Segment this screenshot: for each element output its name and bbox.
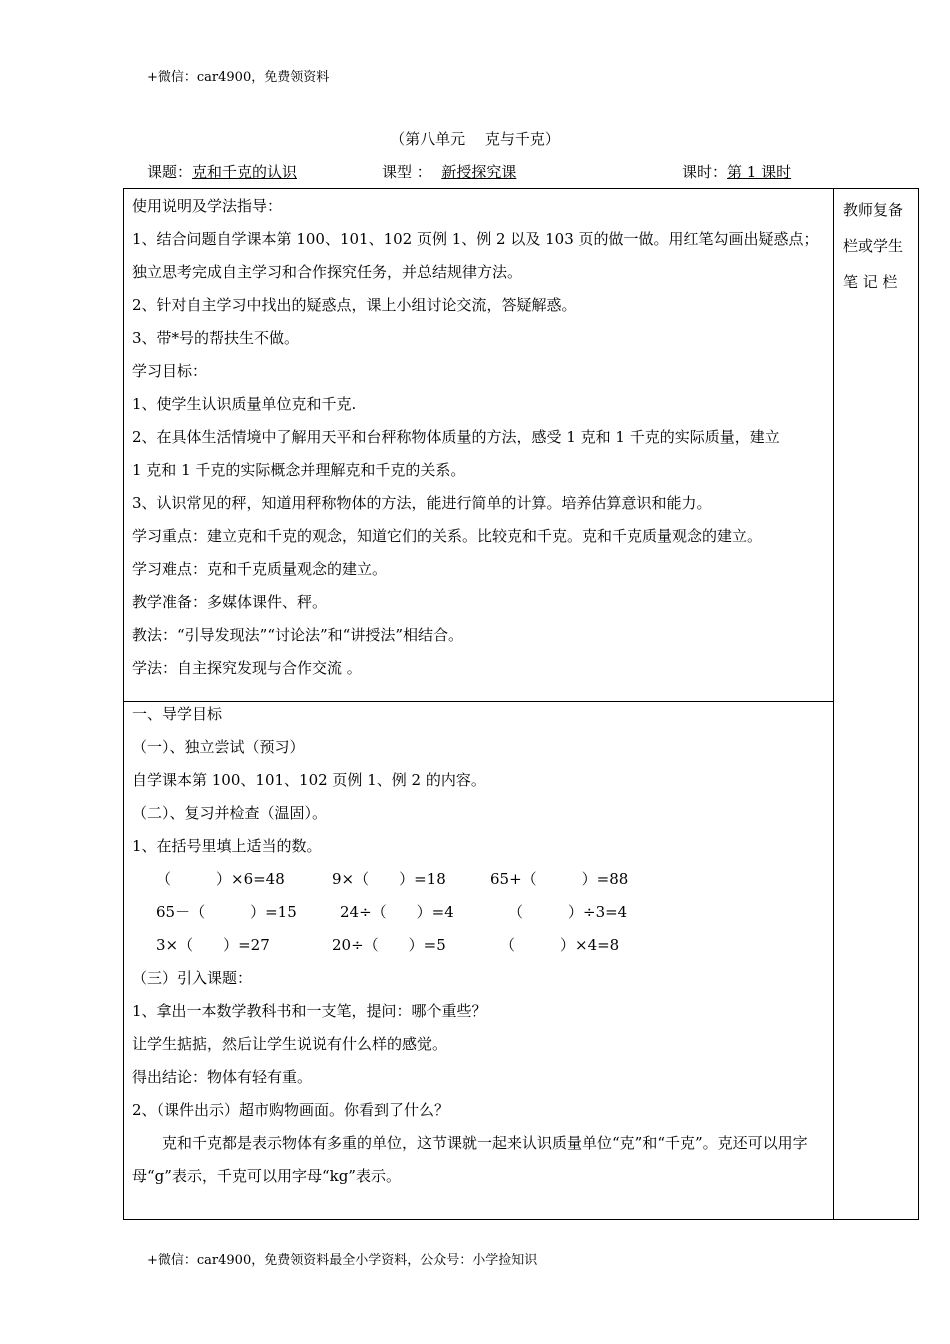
guided-learning-section <box>132 698 832 1193</box>
equation: 9×（ ）=18 <box>332 870 446 888</box>
equation: 3×（ ）=27 <box>156 936 270 954</box>
text-line: 2、（课件出示）超市购物画面。你看到了什么？ <box>132 1101 450 1119</box>
text-line: 1、使学生认识质量单位克和千克. <box>132 395 357 413</box>
text-line: 教法：“引导发现法”“讨论法”和“讲授法”相结合。 <box>132 626 464 644</box>
equation: （ ）×4=8 <box>500 936 620 954</box>
text-line: 独立思考完成自主学习和合作探究任务，并总结规律方法。 <box>132 263 523 281</box>
text-line: 教学准备：多媒体课件、秤。 <box>132 593 328 611</box>
table-column-divider <box>833 188 834 1220</box>
text-line: 1、在括号里填上适当的数。 <box>132 837 322 855</box>
equation: 65+（ ）=88 <box>490 870 629 888</box>
type-label: 课型 ： <box>382 163 432 181</box>
equation: 65－（ ）=15 <box>156 903 297 921</box>
equation: （ ）×6=48 <box>156 870 285 888</box>
meta-period <box>682 161 791 182</box>
text-line: （一）、独立尝试（预习） <box>132 738 305 756</box>
text-line: 2、在具体生活情境中了解用天平和台秤称物体质量的方法，感受 1 克和 1 千克的实际质量，建立 <box>132 428 780 446</box>
equation-row <box>132 896 832 929</box>
text-line: 2、针对自主学习中找出的疑惑点，课上小组讨论交流，答疑解惑。 <box>132 296 577 314</box>
type-value: 新授探究课 <box>441 163 517 181</box>
period-label: 课时： <box>682 163 728 181</box>
header-note: +微信：car4900，免费领资料 <box>147 70 330 85</box>
equation: 24÷（ ）=4 <box>340 903 454 921</box>
topic-value: 克和千克的认识 <box>192 163 298 181</box>
text-line: 1 克和 1 千克的实际概念并理解克和千克的关系。 <box>132 461 466 479</box>
text-line: 3、带*号的帮扶生不做。 <box>132 329 300 347</box>
text-line: 1、拿出一本数学教科书和一支笔，提问：哪个重些？ <box>132 1002 487 1020</box>
period-value: 第 1 课时 <box>727 163 792 181</box>
equation-row <box>132 863 832 896</box>
text-line: 1、结合问题自学课本第 100、101、102 页例 1、例 2 以及 103 页的做一做。用红笔勾画出疑惑点； <box>132 230 819 248</box>
topic-label: 课题： <box>147 163 193 181</box>
instructions-section <box>132 190 832 685</box>
teacher-notes-column: 教师复备栏或学生笔 记 栏 <box>843 201 904 291</box>
text-line: 学习目标： <box>132 362 208 380</box>
text-line: 学习难点：克和千克质量观念的建立。 <box>132 560 388 578</box>
text-line: 让学生掂掂，然后让学生说说有什么样的感觉。 <box>132 1035 448 1053</box>
text-line: 学法：自主探究发现与合作交流 。 <box>132 659 362 677</box>
text-line: 学习重点：建立克和千克的观念，知道它们的关系。比较克和千克。克和千克质量观念的建立。 <box>132 527 763 545</box>
text-line: 一、导学目标 <box>132 705 223 723</box>
text-line: 3、认识常见的秤，知道用秤称物体的方法，能进行简单的计算。培养估算意识和能力。 <box>132 494 712 512</box>
text-line: 得出结论：物体有轻有重。 <box>132 1068 313 1086</box>
unit-title: （第八单元 克与千克） <box>390 130 560 148</box>
equation: （ ）÷3=4 <box>508 903 628 921</box>
footer-note: +微信：car4900，免费领资料最全小学资料，公众号：小学捡知识 <box>147 1253 538 1268</box>
meta-topic <box>147 161 297 182</box>
equation-row <box>132 929 832 962</box>
text-line: 使用说明及学法指导： <box>132 197 283 215</box>
text-line: 自学课本第 100、101、102 页例 1、例 2 的内容。 <box>132 771 486 789</box>
equation: 20÷（ ）=5 <box>332 936 446 954</box>
meta-type <box>382 161 516 182</box>
text-line: （二）、复习并检查（温固）。 <box>132 804 328 822</box>
text-line: （三）引入课题： <box>132 969 253 987</box>
intro-paragraph: 克和千克都是表示物体有多重的单位，这节课就一起来认识质量单位“克”和“千克”。克还可以用字母“g”表示，千克可以用字母“kg”表示。 <box>132 1134 808 1185</box>
